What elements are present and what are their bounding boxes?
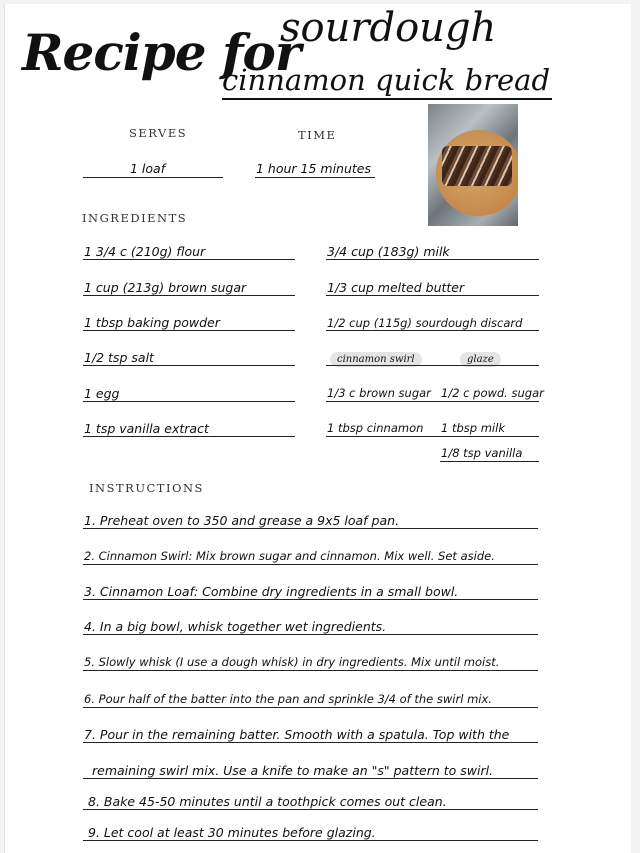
ingredient-rule [326, 401, 539, 402]
ingredient-rule [83, 259, 295, 260]
ingredients-heading: INGREDIENTS [82, 211, 188, 225]
ingredient-rule [326, 436, 539, 437]
title-sourdough: sourdough [280, 5, 497, 51]
serves-rule [83, 177, 223, 178]
instruction-step: 3. Cinnamon Loaf: Combine dry ingredients in a small bowl. [84, 584, 459, 599]
ingredient-rule [83, 330, 295, 331]
ingredient-rule [83, 295, 295, 296]
instruction-rule [83, 809, 538, 810]
ingredient-item: 1 cup (213g) brown sugar [84, 280, 247, 295]
swirl-label: cinnamon swirl [330, 352, 422, 367]
instruction-rule [83, 778, 538, 779]
ingredient-item: 3/4 cup (183g) milk [327, 244, 450, 259]
instruction-step-continued: remaining swirl mix. Use a knife to make an "s" pattern to swirl. [92, 763, 494, 778]
instruction-rule [83, 742, 538, 743]
instruction-step: 2. Cinnamon Swirl: Mix brown sugar and cinnamon. Mix well. Set aside. [84, 549, 495, 563]
ingredient-rule [326, 295, 539, 296]
ingredient-rule [83, 401, 295, 402]
instruction-rule [83, 528, 538, 529]
time-rule [255, 177, 375, 178]
time-value: 1 hour 15 minutes [256, 161, 372, 176]
glaze-item: 1/2 c powd. sugar [441, 386, 544, 400]
ingredient-item: 1 egg [84, 386, 120, 401]
instruction-rule [83, 707, 538, 708]
glaze-item: 1 tbsp milk [441, 421, 505, 435]
time-label: TIME [298, 128, 337, 142]
ingredient-rule [440, 461, 539, 462]
instruction-step: 7. Pour in the remaining batter. Smooth with a spatula. Top with the [84, 727, 510, 742]
title-underline [222, 98, 552, 100]
title-cinnamon-quick-bread: cinnamon quick bread [222, 63, 551, 97]
ingredient-rule [83, 365, 295, 366]
loaf-image [442, 146, 512, 186]
ingredient-rule [326, 259, 539, 260]
ingredient-item: 1/2 tsp salt [84, 350, 154, 365]
title-recipe-for: Recipe for [22, 23, 301, 82]
ingredient-rule [83, 436, 295, 437]
instruction-rule [83, 840, 538, 841]
ingredient-item: 1 tbsp baking powder [84, 315, 220, 330]
instruction-step: 5. Slowly whisk (I use a dough whisk) in dry ingredients. Mix until moist. [84, 655, 500, 669]
instruction-rule [83, 564, 538, 565]
instruction-step: 4. In a big bowl, whisk together wet ingredients. [84, 619, 387, 634]
instruction-rule [83, 634, 538, 635]
instructions-heading: INSTRUCTIONS [89, 481, 204, 495]
ingredient-item: 1 tsp vanilla extract [84, 421, 209, 436]
swirl-item: 1/3 c brown sugar [327, 386, 431, 400]
glaze-item: 1/8 tsp vanilla [441, 446, 523, 460]
ingredient-item: 1/2 cup (115g) sourdough discard [327, 316, 523, 330]
ingredient-item: 1/3 cup melted butter [327, 280, 465, 295]
instruction-step: 6. Pour half of the batter into the pan and sprinkle 3/4 of the swirl mix. [84, 692, 492, 706]
swirl-item: 1 tbsp cinnamon [327, 421, 424, 435]
instruction-step: 1. Preheat oven to 350 and grease a 9x5 loaf pan. [84, 513, 400, 528]
serves-label: SERVES [129, 126, 188, 140]
ingredient-item: 1 3/4 c (210g) flour [84, 244, 206, 259]
instruction-step: 8. Bake 45-50 minutes until a toothpick comes out clean. [88, 794, 447, 809]
instruction-rule [83, 670, 538, 671]
glaze-label: glaze [460, 352, 501, 367]
ingredient-rule [326, 365, 539, 366]
instruction-step: 9. Let cool at least 30 minutes before glazing. [88, 825, 376, 840]
serves-value: 1 loaf [130, 161, 166, 176]
bread-photo [428, 104, 518, 226]
ingredient-rule [326, 330, 539, 331]
instruction-rule [83, 599, 538, 600]
